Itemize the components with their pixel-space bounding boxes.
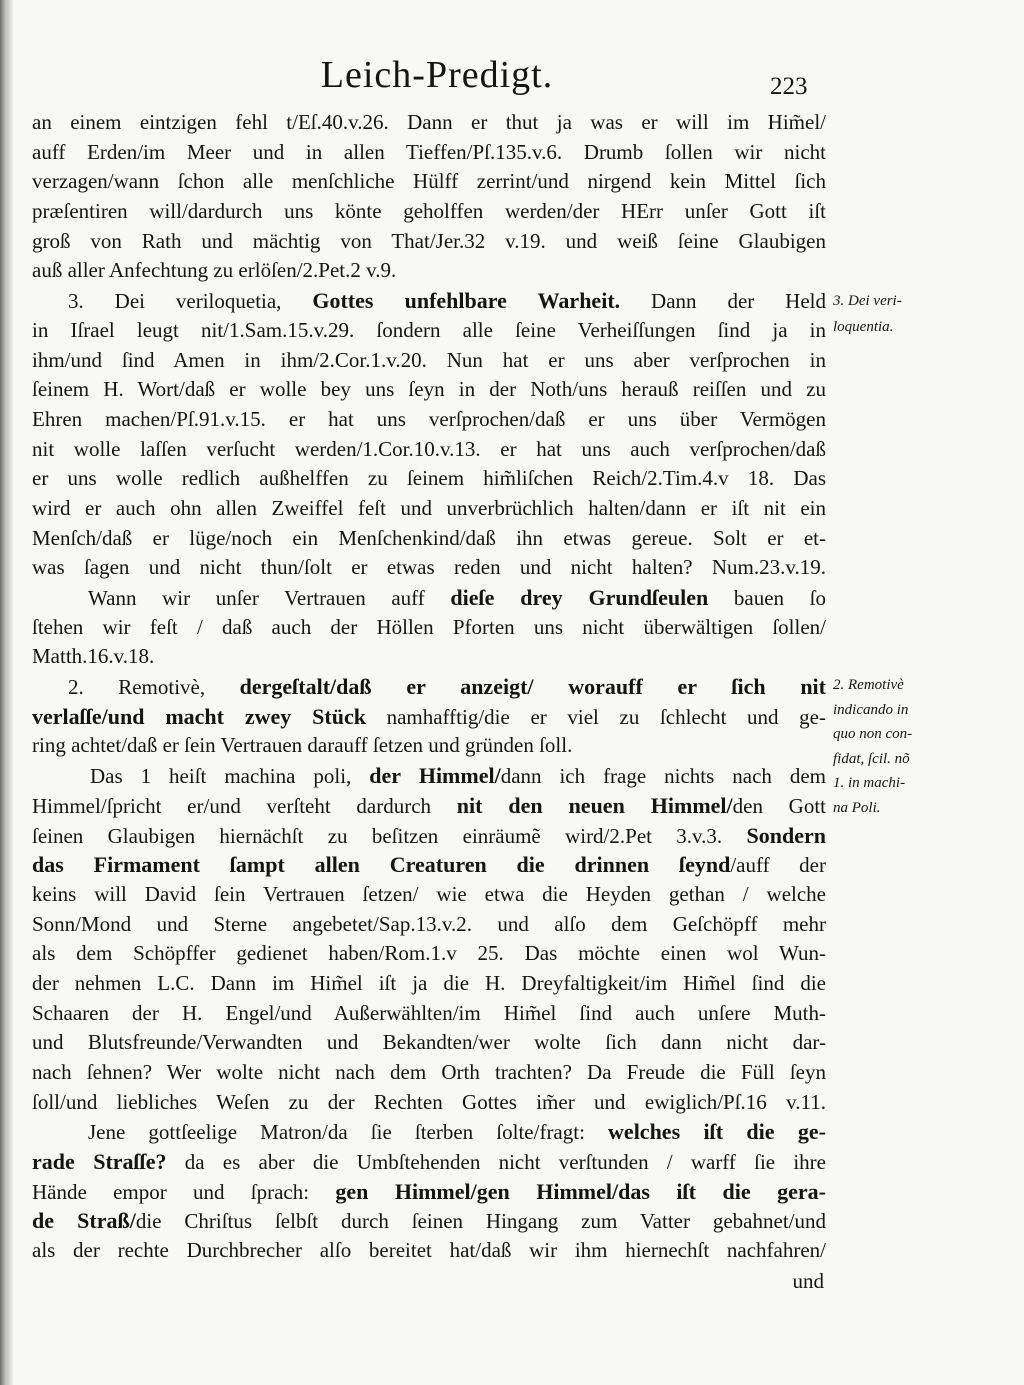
page-number: 223: [770, 73, 808, 100]
text-line: [32, 999, 826, 1029]
margin-note-line: 3. Dei veri-: [833, 293, 902, 309]
line-text: Sonn/Mond und Sterne angebetet/Sap.13.v.2. und alſo dem Geſchöpff mehr: [32, 911, 826, 936]
line-text: und Blutsfreunde/Verwandten und Bekandten/wer wolte ſich dann nicht dar-: [32, 1030, 826, 1055]
text-line: [32, 524, 826, 554]
line-text: da es aber die Umbſtehenden nicht verſtunden / warff ſie ihre: [166, 1150, 826, 1175]
line-text: der nehmen L.C. Dann im Him̃el iſt ja die H. Dreyfaltigkeit/im Him̃el ſind die: [32, 970, 826, 995]
line-text: als der rechte Durchbrecher alſo bereitet hat/daß wir ihm hiernechſt nachfahren/: [32, 1238, 826, 1263]
text-line: [32, 108, 826, 138]
text-line: [32, 1117, 826, 1147]
margin-note-line: 2. Remotivè: [833, 677, 904, 693]
line-text: Matth.16.v.18.: [32, 644, 155, 669]
margin-note-dei-veriloquentia: [833, 288, 953, 340]
line-text: ſeinem H. Wort/daß er wolle bey uns ſeyn in der Noth/uns herauß reiſſen und zu: [32, 377, 826, 402]
line-text: auß aller Anfechtung zu erlöſen/2.Pet.2 v.9.: [32, 258, 397, 283]
line-text: keins will David ſein Vertrauen ſetzen/ wie etwa die Heyden gethan / welche: [32, 881, 826, 906]
emphasized-phrase: Sondern: [746, 822, 826, 848]
emphasized-phrase: welches iſt die ge-: [608, 1119, 826, 1145]
margin-note-line: indicando in: [833, 701, 909, 718]
text-line: [32, 405, 826, 435]
text-line: [32, 464, 826, 494]
emphasized-phrase: nit den neuen Himmel/: [456, 792, 733, 818]
emphasized-phrase: rade Straſſe?: [32, 1149, 167, 1175]
line-text: /auff der: [730, 853, 826, 878]
emphasized-phrase: verlaſſe/und macht zwey Stück: [32, 703, 366, 729]
line-text: Das 1 heiſt machina poli,: [90, 764, 370, 789]
text-line: [32, 1058, 826, 1088]
line-text: ring achtet/daß er ſein Vertrauen darauff ſetzen und gründen ſoll.: [32, 733, 573, 758]
line-text: als dem Schöpffer gedienet haben/Rom.1.v 25. Das möchte einen wol Wun-: [32, 941, 826, 966]
line-text: ihm/und ſind Amen in ihm/2.Cor.1.v.20. Nun hat er uns aber verſprochen in: [32, 347, 826, 372]
margin-note-remotive: [833, 673, 953, 820]
text-line: [32, 821, 826, 851]
line-text: Jene gottſeelige Matron/da ſie ſterben ſolte/fragt:: [88, 1120, 609, 1145]
line-text: die Chriſtus ſelbſt durch ſeinen Hingang zum Vatter gebahnet/und: [135, 1209, 826, 1234]
line-text: nit wolle laſſen verſucht werden/1.Cor.10.v.13. er hat uns auch verſprochen/daß: [32, 436, 826, 461]
text-line: [32, 939, 826, 969]
line-text: Hände empor und ſprach:: [32, 1179, 336, 1204]
text-line: [32, 138, 826, 168]
line-text: Himmel/ſpricht er/und verſteht dardurch: [32, 793, 457, 818]
line-text: ſoll/und liebliches Weſen zu der Rechten Gottes im̃er und ewiglich/Pſ.16 v.11.: [32, 1089, 826, 1114]
text-line: [32, 167, 826, 197]
emphasized-phrase: dieſe drey Grundſeulen: [450, 585, 709, 610]
text-line: [32, 642, 826, 672]
line-text: auff Erden/im Meer und in allen Tieffen/Pſ.135.v.6. Drumb ſollen wir nicht: [32, 139, 826, 164]
text-line: [32, 346, 826, 376]
emphasized-phrase: gen Himmel/gen Himmel/das iſt die gera-: [335, 1178, 826, 1204]
text-line: [32, 1206, 826, 1236]
text-line: [32, 613, 826, 643]
text-line: [32, 672, 826, 702]
line-text: den Gott: [732, 793, 826, 818]
line-text: 2. Remotivè,: [68, 675, 240, 700]
margin-note-line: fidat, ſcil. nõ: [833, 750, 910, 767]
text-line: [32, 761, 826, 791]
line-text: nach ſehnen? Wer wolte nicht nach dem Orth trachten? Da Freude die Füll ſeyn: [32, 1060, 826, 1084]
text-line: [32, 435, 826, 465]
line-text: præſentiren will/dardurch uns könte geholffen werden/der HErr unſer Gott iſt: [32, 199, 826, 224]
text-line: [32, 1236, 826, 1266]
text-line: [32, 969, 826, 999]
line-text: an einem eintzigen fehl t/Eſ.40.v.26. Dann er thut ja was er will im Him̃el/: [32, 110, 826, 134]
line-text: ſtehen wir feſt / daß auch der Höllen Pforten uns nicht überwältigen ſollen/: [32, 614, 826, 639]
text-line: [32, 1147, 826, 1177]
line-text: wird er auch ohn allen Zweiffel feſt und unverbrüchlich halten/dann er iſt nit ein: [32, 495, 826, 520]
text-line: [32, 1028, 826, 1058]
line-text: Wann wir unſer Vertrauen auff: [88, 586, 451, 610]
line-text: Ehren machen/Pſ.91.v.15. er hat uns verſprochen/daß er uns über Vermögen: [32, 406, 826, 431]
line-text: Dann der Held: [620, 289, 826, 314]
scan-edge: [0, 0, 14, 1385]
line-text: Schaaren der H. Engel/und Außerwählten/im Him̃el ſind auch unſere Muth-: [32, 1000, 826, 1025]
text-line: [32, 702, 826, 732]
line-text: groß von Rath und mächtig von That/Jer.32 v.19. und weiß ſeine Glaubigen: [32, 228, 826, 253]
margin-note-line: loquentia.: [833, 319, 894, 335]
emphasized-phrase: dergeſtalt/daß er anzeigt/ worauff er ſich nit: [239, 674, 826, 700]
line-text: ſeinen Glaubigen hiernächſt zu beſitzen einräumẽ wird/2.Pet 3.v.3.: [32, 823, 747, 848]
emphasized-phrase: Gottes unfehlbare Warheit.: [312, 288, 621, 314]
emphasized-phrase: das Firmament ſampt allen Creaturen die drinnen ſeynd: [32, 852, 731, 878]
running-head: Leich-Predigt.: [320, 54, 554, 96]
text-line: [32, 553, 826, 583]
text-line: [32, 375, 826, 405]
text-line: [32, 583, 826, 613]
text-line: [32, 880, 826, 910]
line-text: dann ich frage nichts nach dem: [500, 764, 826, 789]
text-line: [32, 731, 826, 761]
text-line: [32, 791, 826, 821]
line-text: was ſagen und nicht thun/ſolt er etwas reden und nicht halten? Num.23.v.19.: [32, 555, 826, 580]
main-text-block: [32, 108, 826, 1266]
margin-note-line: na Poli.: [833, 799, 881, 816]
text-line: [32, 227, 826, 257]
text-line: [32, 1088, 826, 1118]
line-text: in Iſrael leugt nit/1.Sam.15.v.29. ſondern alle ſeine Verheiſſungen ſind ja in: [32, 317, 826, 342]
line-text: verzagen/wann ſchon alle menſchliche Hülff zerrint/und nirgend kein Mittel ſich: [32, 169, 826, 194]
text-line: [32, 256, 826, 286]
text-line: [32, 1177, 826, 1207]
text-line: [32, 494, 826, 524]
line-text: er uns wolle redlich außhelffen zu ſeinem him̃liſchen Reich/2.Tim.4.v 18. Das: [32, 466, 826, 491]
emphasized-phrase: der Himmel/: [369, 763, 501, 789]
text-line: [32, 910, 826, 940]
text-line: [32, 316, 826, 346]
margin-note-line: 1. in machi-: [833, 775, 906, 791]
line-text: namhafftig/die er viel zu ſchlecht und ge-: [365, 704, 826, 729]
margin-note-line: quo non con-: [833, 726, 913, 742]
text-line: [32, 286, 826, 316]
text-line: [32, 850, 826, 880]
line-text: Menſch/daß er lüge/noch ein Menſchenkind/daß ihn etwas gereue. Solt er et-: [32, 525, 826, 550]
catchword: und: [792, 1269, 824, 1293]
line-text: 3. Dei veriloquetia,: [68, 289, 313, 314]
text-line: [32, 197, 826, 227]
line-text: bauen ſo: [708, 586, 826, 610]
emphasized-phrase: de Straß/: [32, 1208, 136, 1234]
